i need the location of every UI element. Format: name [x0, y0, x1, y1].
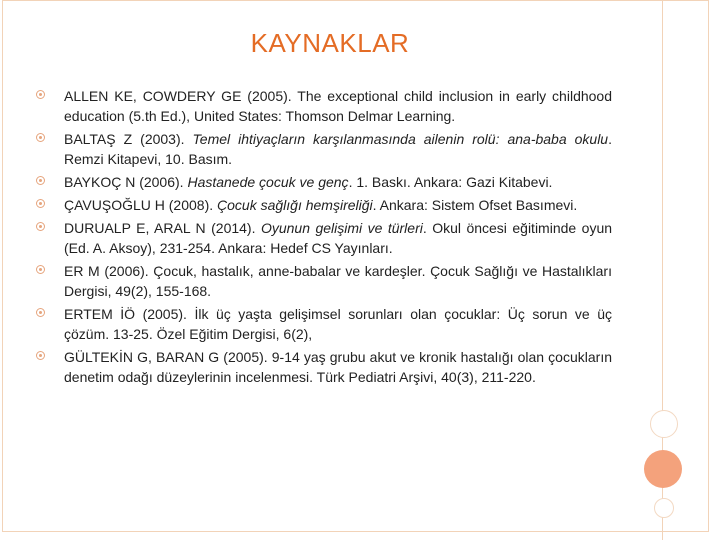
bullet-icon	[36, 133, 45, 142]
decorative-side-rule	[640, 0, 686, 540]
bullet-icon	[36, 176, 45, 185]
reference-title: Çocuk sağlığı hemşireliği	[217, 197, 373, 213]
reference-item	[36, 304, 612, 344]
reference-title: Temel ihtiyaçların karşılanmasında ailenin rolü: ana-baba okulu	[192, 131, 609, 147]
reference-item	[36, 261, 612, 301]
bullet-icon	[36, 308, 45, 317]
reference-text: BALTAŞ Z (2003).	[64, 131, 193, 147]
reference-title: Hastanede çocuk ve genç	[187, 174, 349, 190]
reference-text: GÜLTEKİN G, BARAN G (2005). 9-14 yaş grubu akut ve kronik hastalığı olan çocukların denetim odağı düzeylerinin incelenmesi. Türk Pediatri Arşivi, 40(3), 211-220.	[64, 349, 612, 385]
bullet-icon	[36, 90, 45, 99]
small-circle-decoration	[650, 410, 678, 438]
slide-title: KAYNAKLAR	[250, 28, 410, 58]
reference-text: DURUALP E, ARAL N (2014).	[64, 220, 261, 236]
reference-list	[36, 86, 612, 390]
reference-text: ERTEM İÖ (2005). İlk üç yaşta gelişimsel sorunları olan çocuklar: Üç sorun ve üç çözüm. 13-25. Özel Eğitim Dergisi, 6(2),	[64, 306, 612, 342]
reference-text: ALLEN KE, COWDERY GE (2005). The exceptional child inclusion in early childhood education (5.th Ed.), United States: Thomson Delmar Learning.	[64, 88, 612, 124]
bullet-icon	[36, 222, 45, 231]
reference-text: ÇAVUŞOĞLU H (2008).	[64, 197, 218, 213]
filled-circle-decoration	[644, 450, 682, 488]
reference-item	[36, 347, 612, 387]
reference-text-tail: . Remzi Kitapevi, 10. Basım.	[64, 131, 612, 167]
reference-item	[36, 129, 612, 169]
bullet-icon	[36, 351, 45, 360]
reference-text-tail: . 1. Baskı. Ankara: Gazi Kitabevi.	[348, 174, 553, 190]
tiny-circle-decoration	[654, 498, 674, 518]
reference-item	[36, 195, 612, 215]
reference-item	[36, 172, 612, 192]
reference-item	[36, 86, 612, 126]
reference-text-tail: . Ankara: Sistem Ofset Basımevi.	[372, 197, 578, 213]
reference-title: Oyunun gelişimi ve türleri	[260, 220, 423, 236]
bullet-icon	[36, 265, 45, 274]
reference-item	[36, 218, 612, 258]
reference-text: ER M (2006). Çocuk, hastalık, anne-babalar ve kardeşler. Çocuk Sağlığı ve Hastalıkları Dergisi, 49(2), 155-168.	[64, 263, 612, 299]
reference-text-tail: . Okul öncesi eğitiminde oyun (Ed. A. Aksoy), 231-254. Ankara: Hedef CS Yayınları.	[64, 220, 613, 256]
bullet-icon	[36, 199, 45, 208]
reference-text: BAYKOÇ N (2006).	[64, 174, 188, 190]
